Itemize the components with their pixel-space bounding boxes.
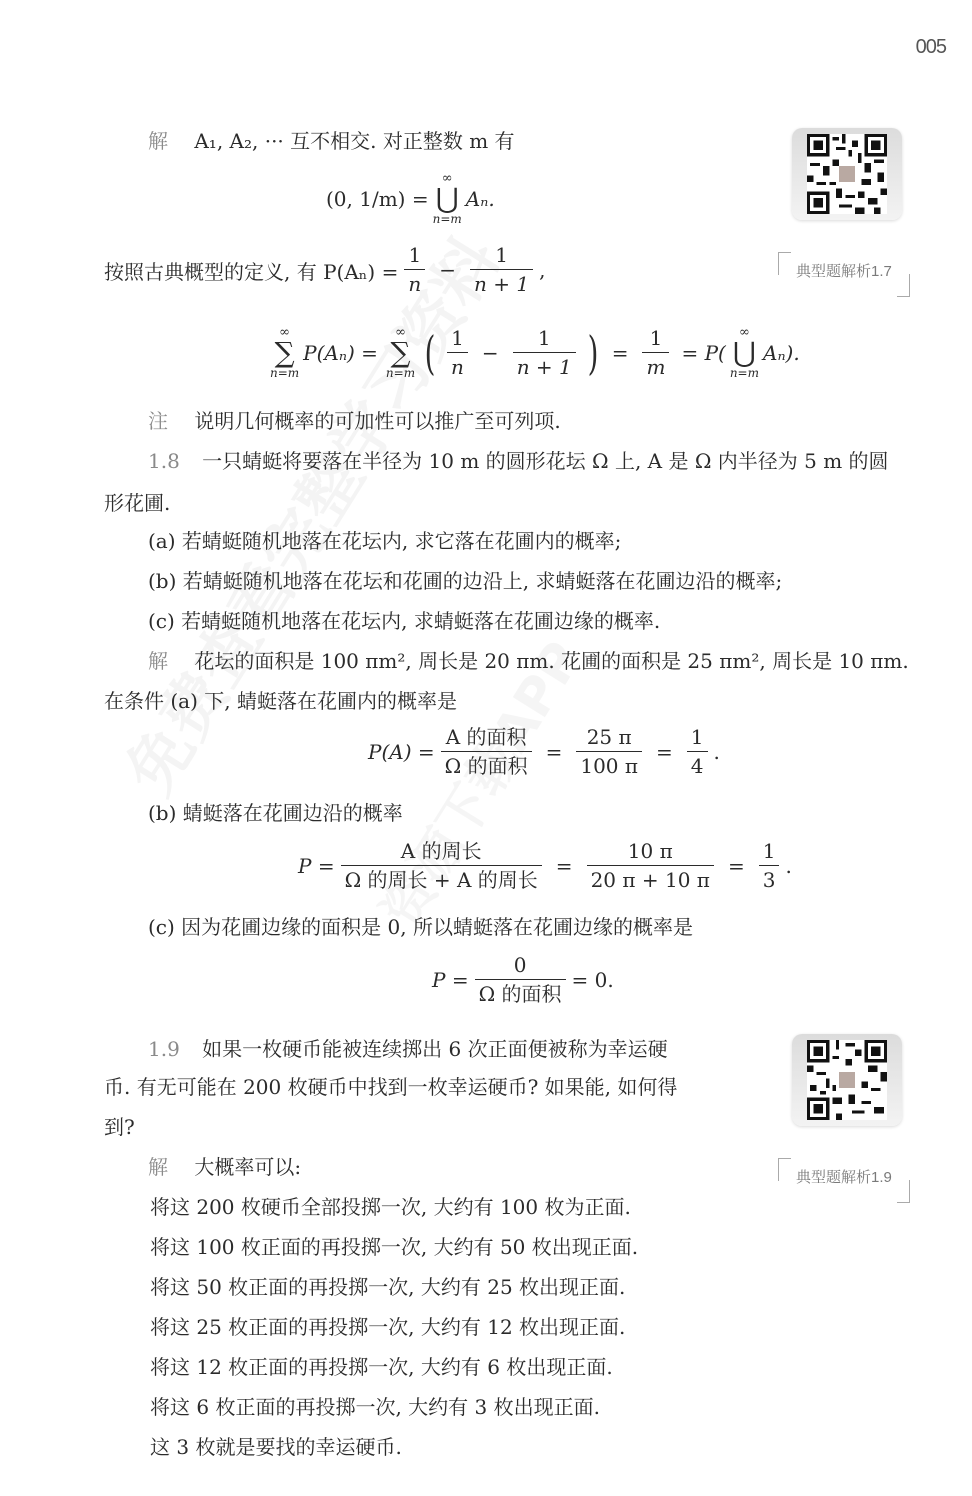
denominator: Ω 的面积 [475,979,566,1006]
comma: , [539,258,546,282]
solution-text: 花坛的面积是 100 πm², 周长是 20 πm. 花圃的面积是 25 πm², 周长是 10 πm. [194,649,909,673]
sum-term: P(Aₙ) = [303,340,378,365]
page-number: 005 [915,36,946,58]
problem-text: 如果一枚硬币能被连续掷出 6 次正面便被称为幸运硬 [202,1037,668,1061]
union-lower: n=m [729,366,759,380]
equation-lhs: P = [432,968,469,992]
sum-operator [270,326,299,379]
solution-intro-1-7 [148,128,515,154]
solution-1-8-line-2: 在条件 (a) 下, 蜻蜓落在花圃内的概率是 [104,689,457,713]
numerator: 0 [513,953,527,977]
problem-1-8-line-1 [148,448,889,474]
qr-code-icon [807,134,887,214]
solution-step: 将这 6 枚正面的再投掷一次, 大约有 3 枚出现正面. [150,1395,600,1419]
denominator: 3 [759,865,780,892]
sum-upper: ∞ [279,325,290,340]
numerator: A 的周长 [400,839,482,863]
union-operator [730,326,759,379]
denominator: Ω 的周长 + A 的周长 [341,865,542,892]
left-paren: ( [424,325,436,380]
equals-sign: = [545,740,563,764]
union-upper: ∞ [738,325,750,340]
equals-sign: = [611,340,629,365]
equation-end: Aₙ). [763,340,800,365]
problem-part-c: (c) 若蜻蜓随机地落在花坛内, 求蜻蜓落在花圃边缘的概率. [148,609,661,633]
equals-sign: = [555,854,573,878]
equation-lhs: P = [298,854,335,878]
solution-step: 将这 50 枚正面的再投掷一次, 大约有 25 枚出现正面. [150,1275,626,1299]
union-symbol: ⋃ [435,182,459,215]
problem-1-9-line-1 [148,1036,668,1062]
equation-union [326,172,495,225]
minus-sign: − [439,258,457,282]
numerator: 1 [495,243,508,267]
period: . [785,854,792,878]
denominator: 20 π + 10 π [587,865,714,892]
solution-text: A₁, A₂, ··· 互不相交. 对正整数 m 有 [194,129,515,153]
denominator: 4 [687,751,708,778]
classic-probability-line [104,244,545,296]
equals-probability: = P( [681,340,726,365]
solution-1-8-line-1 [148,648,909,674]
numerator: A 的面积 [445,725,527,749]
fraction [441,726,532,778]
union-symbol: ⋃ [732,336,756,369]
problem-text: 一只蜻蜓将要落在半径为 10 m 的圆形花坛 Ω 上, A 是 Ω 内半径为 5 m 的圆 [202,449,889,473]
note-tag: 注 [148,409,168,433]
numerator: 1 [690,725,704,749]
fraction [404,244,425,296]
equation-part-a [368,726,720,778]
solution-step: 这 3 枚就是要找的幸运硬币. [150,1435,402,1459]
problem-1-9-line-3: 到? [104,1115,135,1139]
equation-end: = 0. [571,968,614,992]
solution-tag: 解 [148,1155,168,1179]
sum-lower: n=m [270,366,300,380]
note-line [148,408,561,434]
denominator: n + 1 [470,269,533,296]
equation-lhs: P(A) = [368,740,435,764]
solution-step: 将这 100 枚正面的再投掷一次, 大约有 50 枚出现正面. [150,1235,639,1259]
equation-part-b [298,840,792,892]
numerator: 1 [537,325,551,350]
denominator: n [404,269,425,296]
problem-1-9-line-2: 币. 有无可能在 200 枚硬币中找到一枚幸运硬币? 如果能, 如何得 [104,1075,678,1099]
note-text: 说明几何概率的可加性可以推广至可列项. [194,409,561,433]
equation-lhs: (0, 1/m) = [326,186,429,211]
sum-symbol: ∑ [274,336,295,369]
sum-operator [386,326,415,379]
fraction [475,954,566,1006]
problem-number: 1.9 [148,1037,180,1061]
minus-sign: − [481,340,499,365]
numerator: 25 π [586,725,632,749]
qr-caption-1-9: 典型题解析1.9 [778,1158,904,1193]
solution-1-9-intro [148,1154,301,1180]
part-b-solution-text: (b) 蜻蜓落在花圃边沿的概率 [148,801,403,825]
numerator: 1 [408,243,422,267]
union-operator [433,172,462,225]
equals-sign: = [727,854,745,878]
problem-number: 1.8 [148,449,180,473]
sum-upper: ∞ [395,325,406,340]
equation-sum [266,326,800,379]
part-c-solution-text: (c) 因为花圃边缘的面积是 0, 所以蜻蜓落在花圃边缘的概率是 [148,915,693,939]
solution-tag: 解 [148,129,168,153]
union-upper: ∞ [441,171,453,186]
fraction [642,327,669,379]
fraction [447,327,468,379]
denominator: Ω 的面积 [441,751,532,778]
sum-symbol: ∑ [390,336,411,369]
denominator: 100 π [576,751,642,778]
qr-code-1-7[interactable] [792,128,902,220]
equation-part-c [432,954,614,1006]
solution-text: 大概率可以: [194,1155,302,1179]
fraction [576,726,642,778]
denominator: n + 1 [513,352,576,379]
numerator: 1 [649,325,663,350]
period: . [713,740,720,764]
fraction [470,244,533,296]
fraction [687,726,708,778]
denominator: n [447,352,468,379]
solution-step: 将这 25 枚正面的再投掷一次, 大约有 12 枚出现正面. [150,1315,626,1339]
solution-step: 将这 200 枚硬币全部投掷一次, 大约有 100 枚为正面. [150,1195,631,1219]
fraction [341,840,542,892]
qr-code-1-9[interactable] [792,1034,902,1126]
numerator: 1 [762,839,776,863]
classic-text: 按照古典概型的定义, 有 P(Aₙ) = [104,259,399,284]
sum-lower: n=m [385,366,416,380]
fraction [759,840,780,892]
right-paren: ) [587,325,599,380]
problem-1-8-line-2: 形花圃. [104,491,171,515]
denominator: m [642,352,669,379]
numerator: 10 π [627,839,673,863]
qr-code-icon [807,1040,887,1120]
equals-sign: = [656,740,673,764]
problem-part-b: (b) 若蜻蜓随机地落在花坛和花圃的边沿上, 求蜻蜓落在花圃边沿的概率; [148,569,783,593]
numerator: 1 [451,325,464,350]
fraction [587,840,714,892]
qr-caption-1-7: 典型题解析1.7 [778,252,904,287]
solution-tag: 解 [148,649,168,673]
union-lower: n=m [432,212,462,226]
equation-rhs: Aₙ. [465,186,495,211]
problem-part-a: (a) 若蜻蜓随机地落在花坛内, 求它落在花圃内的概率; [148,529,622,553]
solution-step: 将这 12 枚正面的再投掷一次, 大约有 6 枚出现正面. [150,1355,613,1379]
fraction [513,327,576,379]
